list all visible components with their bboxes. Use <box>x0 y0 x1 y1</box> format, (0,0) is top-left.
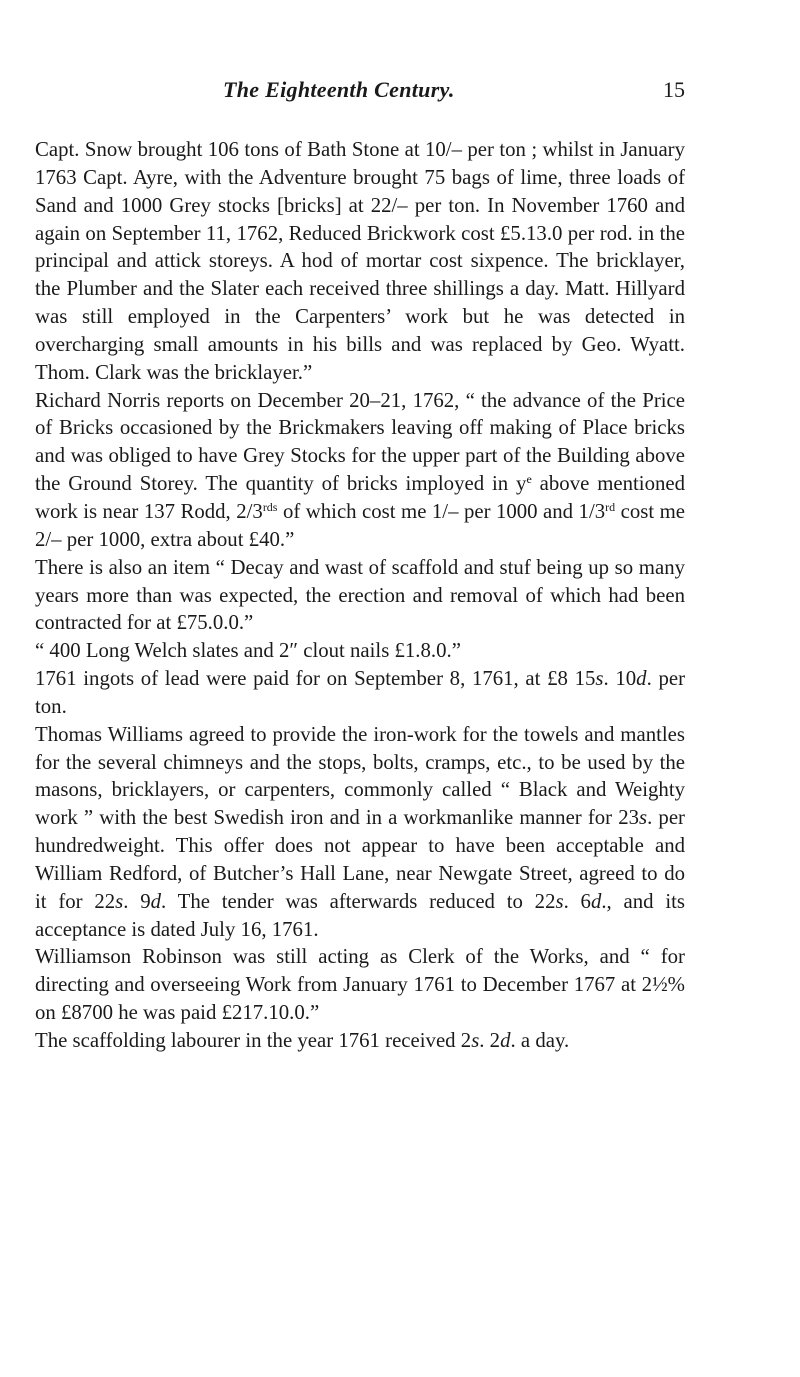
body-text <box>35 136 685 1055</box>
paragraph: 1761 ingots of lead were paid for on September 8, 1761, at £8 15s. 10d. per ton. <box>35 667 686 718</box>
paragraph: “ 400 Long Welch slates and 2″ clout nails £1.8.0.” <box>35 639 461 663</box>
paragraph: Richard Norris reports on December 20–21, 1762, “ the advance of the Price of Bricks occasioned by the Brickmakers leaving off making of Place bricks and was obliged to have Grey Stocks for the upper part of the Building above the Ground Storey. The quantity of bricks imployed in $y^e$ above mentioned work is near 137 Rodd, $2/3^{rds}$ of which cost me 1/– per 1000 and 1/3rd cost me 2/– per 1000, extra about £40.” <box>35 388 686 551</box>
paragraph: There is also an item “ Decay and wast of scaffold and stuf being up so many years more than was expected, the erection and removal of which had been contracted for at £75.0.0.” <box>35 555 685 635</box>
running-head <box>35 70 685 110</box>
running-title: The Eighteenth Century. <box>223 77 455 102</box>
paragraph: Thomas Williams agreed to provide the iron-work for the towels and mantles for the several chimneys and the stops, bolts, cramps, etc., to be used by the masons, bricklayers, or carpenters, commonly called “ Black and Weighty work ” with the best Swedish iron and in a workmanlike manner for 23s. per hundredweight. This offer does not appear to have been acceptable and William Redford, of Butcher’s Hall Lane, near Newgate Street, agreed to do it for 22s. 9d. The tender was afterwards reduced to 22s. 6d., and its acceptance is dated July 16, 1761. <box>35 722 685 941</box>
paragraph: The scaffolding labourer in the year 1761 received 2s. 2d. a day. <box>35 1029 570 1052</box>
book-page <box>35 70 686 1052</box>
paragraph: Williamson Robinson was still acting as Clerk of the Works, and “ for directing and overseeing Work from January 1761 to December 1767 at 2½% on £8700 he was paid £217.10.0.” <box>35 945 685 1025</box>
page-number: 15 <box>663 77 685 102</box>
paragraph: Capt. Snow brought 106 tons of Bath Stone at 10/– per ton ; whilst in January 1763 Capt. Ayre, with the Adventure brought 75 bags of lime, three loads of Sand and 1000 Grey stocks [bricks] at 22/– per ton. In November 1760 and again on September 11, 1762, Reduced Brickwork cost £5.13.0 per rod. in the principal and attick storeys. A hod of mortar cost sixpence. The bricklayer, the Plumber and the Slater each received three shillings a day. Matt. Hillyard was still employed in the Carpenters’ work but he was detected in overcharging small amounts in his bills and was replaced by Geo. Wyatt. Thom. Clark was the bricklayer.” <box>35 138 685 384</box>
